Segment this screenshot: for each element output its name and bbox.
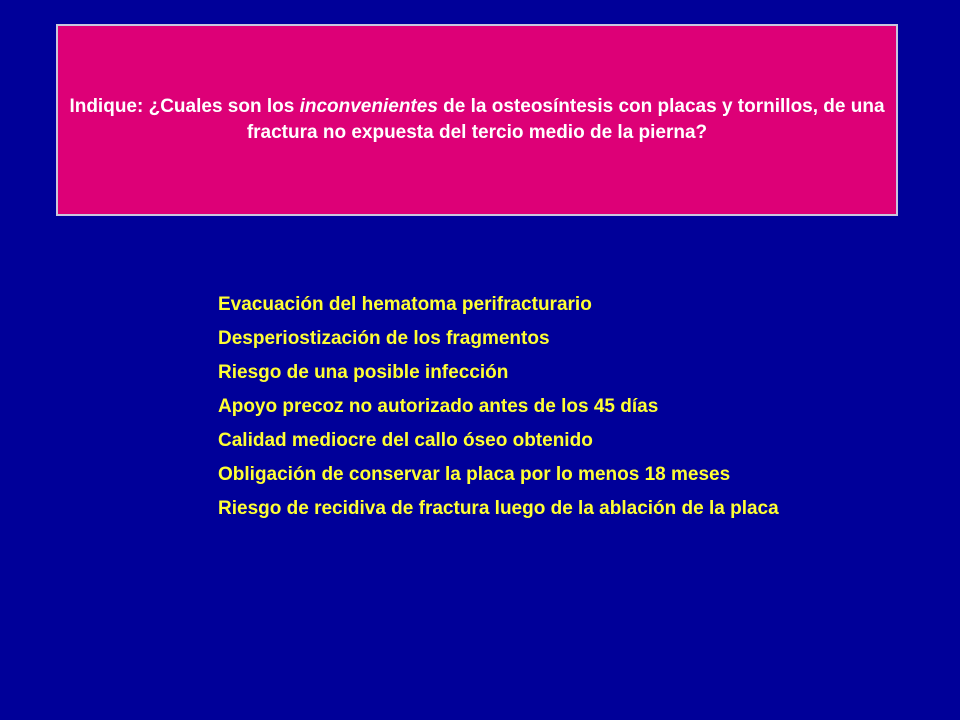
answer-list <box>218 292 858 530</box>
answer-item: Apoyo precoz no autorizado antes de los 45 días <box>218 396 659 417</box>
question-text <box>58 94 896 146</box>
question-prefix: Indique: ¿Cuales son los <box>69 96 300 117</box>
answer-item: Calidad mediocre del callo óseo obtenido <box>218 430 593 451</box>
question-suffix: de la osteosíntesis con placas y tornillos, de una fractura no expuesta del tercio medio de la pierna? <box>246 96 885 143</box>
answer-item: Riesgo de recidiva de fractura luego de la ablación de la placa <box>218 498 779 519</box>
answer-item: Evacuación del hematoma perifracturario <box>218 294 592 315</box>
answer-item: Desperiostización de los fragmentos <box>218 328 550 349</box>
question-box <box>56 24 898 216</box>
question-emphasis: inconvenientes <box>299 96 438 117</box>
answer-item: Obligación de conservar la placa por lo menos 18 meses <box>218 464 731 485</box>
answer-item: Riesgo de una posible infección <box>218 362 509 383</box>
